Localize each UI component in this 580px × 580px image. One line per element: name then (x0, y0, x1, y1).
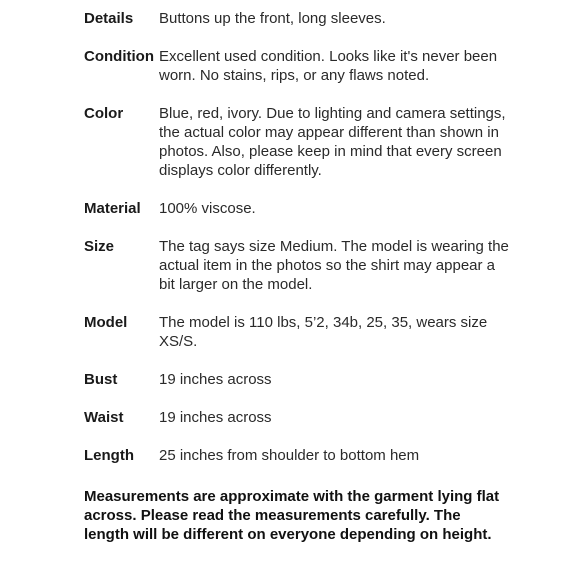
bust-label: Bust (84, 371, 118, 388)
model-label: Model (84, 314, 128, 331)
color-row (84, 104, 514, 180)
size-row (84, 237, 514, 294)
length-label: Length (84, 447, 134, 464)
condition-row (84, 47, 514, 85)
condition-label: Condition (84, 48, 154, 65)
material-label: Material (84, 200, 141, 217)
length-value: 25 inches from shoulder to bottom hem (159, 447, 420, 464)
material-value: 100% viscose. (159, 200, 256, 217)
size-value: The tag says size Medium. The model is wearing the actual item in the photos so the shirt may appear a bit larger on the model. (159, 238, 509, 293)
material-row (84, 199, 514, 218)
product-details-list (84, 9, 514, 484)
details-label: Details (84, 10, 134, 27)
color-value: Blue, red, ivory. Due to lighting and camera settings, the actual color may appear different than shown in photos. Also, please keep in mind that every screen displays color differently. (159, 105, 506, 179)
waist-row (84, 408, 514, 427)
waist-label: Waist (84, 409, 124, 426)
waist-value: 19 inches across (159, 409, 272, 426)
details-value: Buttons up the front, long sleeves. (159, 10, 386, 27)
condition-value: Excellent used condition. Looks like it's never been worn. No stains, rips, or any flaws noted. (159, 48, 498, 84)
bust-value: 19 inches across (159, 371, 272, 388)
size-label: Size (84, 238, 115, 255)
model-row (84, 313, 514, 351)
length-row (84, 446, 514, 465)
bust-row (84, 370, 514, 389)
measurement-note: Measurements are approximate with the garment lying flat across. Please read the measurements carefully. The length will be different on everyone depending on height. (84, 488, 500, 543)
details-row (84, 9, 514, 28)
color-label: Color (84, 105, 124, 122)
model-value: The model is 110 lbs, 5’2, 34b, 25, 35, wears size XS/S. (159, 314, 488, 350)
